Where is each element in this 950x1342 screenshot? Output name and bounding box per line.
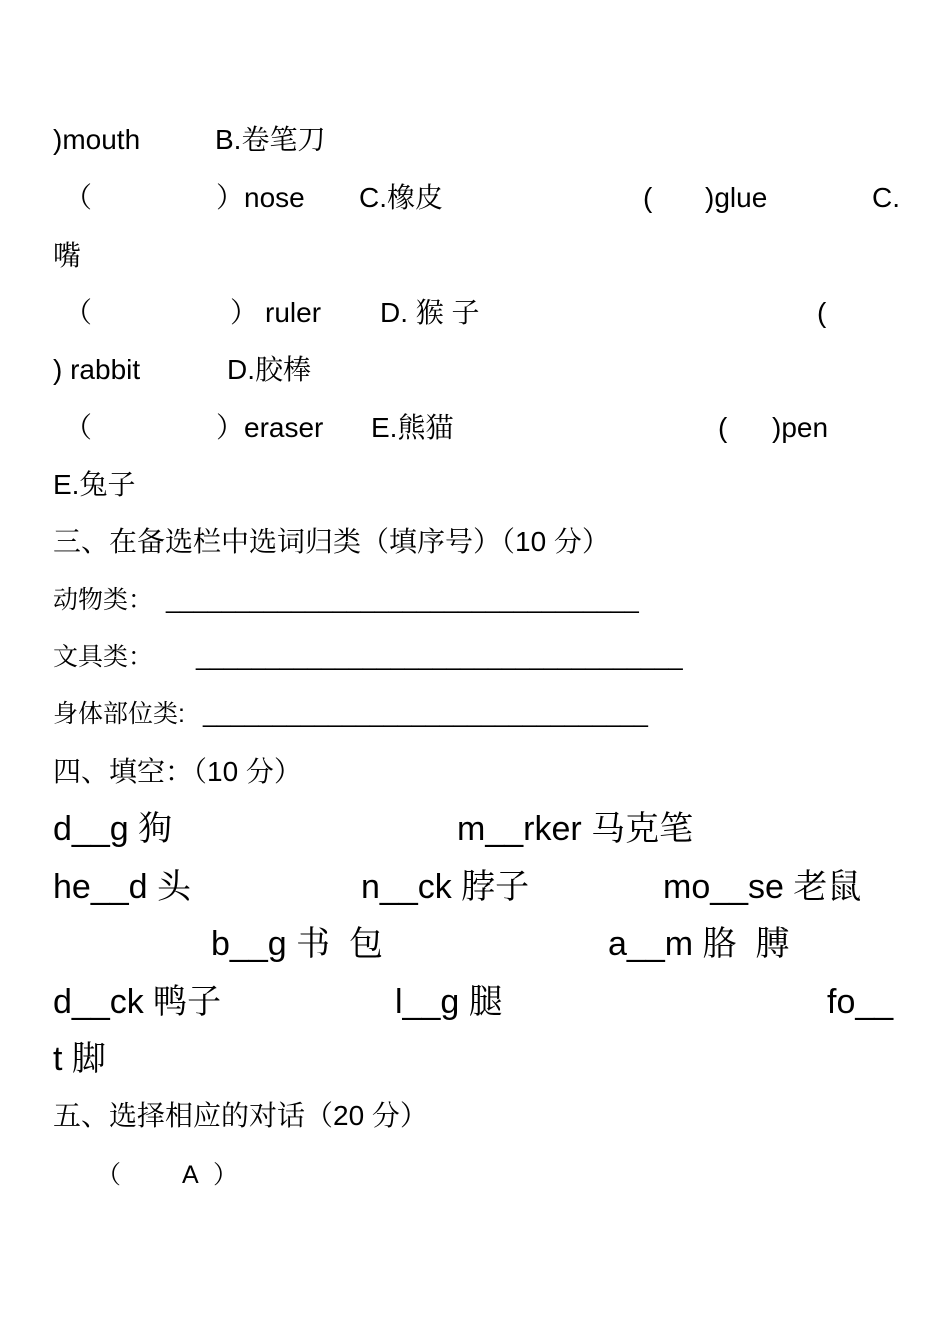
match-item-mouth: )mouth <box>53 124 141 155</box>
match-option-c-mouth: 嘴 <box>53 240 82 271</box>
match-item-glue: )glue <box>705 182 768 213</box>
answer-paren-open: （ <box>64 412 93 443</box>
match-item-pen: )pen <box>772 412 829 443</box>
match-item-nose: ）nose <box>216 182 305 213</box>
answer-paren-open: （ <box>64 297 93 328</box>
fill-word-duck: d__ck 鸭子 <box>53 983 222 1021</box>
answer-paren-open: ( <box>817 297 827 328</box>
answer-paren-open: （ <box>64 182 93 213</box>
body-parts-answer-line: ________________________________ <box>203 700 648 728</box>
match-option-c-eraser: C.橡皮 <box>359 182 444 213</box>
fill-word-foot-end: t 脚 <box>53 1040 106 1078</box>
match-option-d-gluestick: D.胶棒 <box>227 354 312 385</box>
animals-label: 动物类： <box>53 586 154 614</box>
match-option-e-panda: E.熊猫 <box>371 412 454 443</box>
fill-word-bag: b__g 书 包 <box>211 925 383 963</box>
animals-answer-line: __________________________________ <box>166 586 639 614</box>
answer-value: A <box>182 1161 199 1189</box>
fill-word-mouse: mo__se 老鼠 <box>663 868 862 906</box>
match-option-e-rabbit: E.兔子 <box>53 469 136 500</box>
fill-word-dog: d__g 狗 <box>53 810 173 848</box>
fill-word-neck: n__ck 脖子 <box>361 868 530 906</box>
answer-paren-open: （ <box>96 1161 122 1189</box>
section-5-heading: 五、选择相应的对话（20 分） <box>53 1100 428 1131</box>
answer-paren-close: ） <box>213 1161 239 1189</box>
answer-paren-close: ） <box>230 297 259 328</box>
section-3-heading: 三、在备选栏中选词归类（填序号）（10 分） <box>53 526 610 557</box>
match-option-c-label: C. <box>872 182 900 213</box>
fill-word-marker: m__rker 马克笔 <box>457 810 694 848</box>
match-option-d-monkey: D. 猴 子 <box>380 297 480 328</box>
fill-word-head: he__d 头 <box>53 868 191 906</box>
stationery-answer-line: ___________________________________ <box>196 643 683 671</box>
match-item-rabbit: ) rabbit <box>53 354 141 385</box>
answer-paren-open: ( <box>643 182 653 213</box>
fill-word-arm: a__m 胳 膊 <box>608 925 790 963</box>
match-item-eraser: ）eraser <box>216 412 324 443</box>
fill-word-leg: l__g 腿 <box>395 983 503 1021</box>
match-option-b-sharpener: B.卷笔刀 <box>215 124 326 155</box>
answer-paren-open: ( <box>718 412 728 443</box>
stationery-label: 文具类： <box>53 643 154 671</box>
section-4-heading: 四、填空：（10 分） <box>53 756 302 787</box>
match-item-ruler: ruler <box>265 297 322 328</box>
fill-word-foot-start: fo__ <box>827 983 894 1021</box>
body-parts-label: 身体部位类: <box>53 700 185 728</box>
